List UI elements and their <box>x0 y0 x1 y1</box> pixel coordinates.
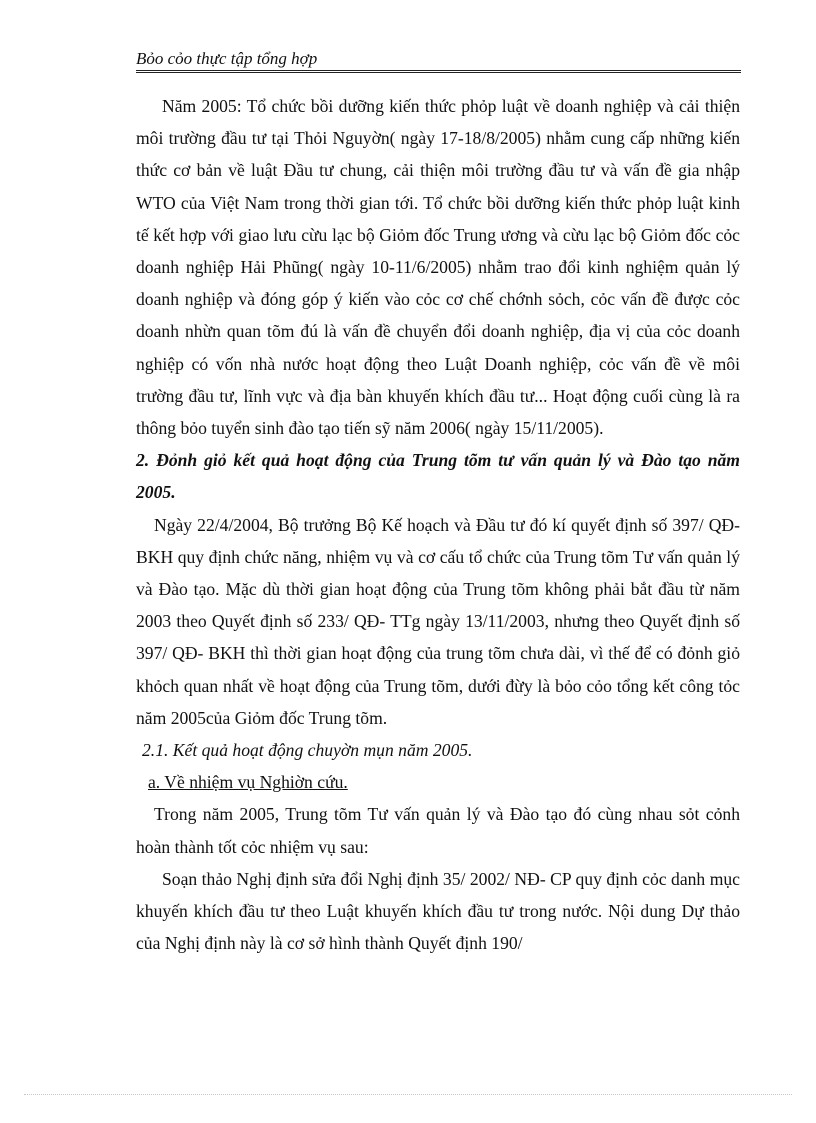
paragraph-decision-397: Ngày 22/4/2004, Bộ trưởng Bộ Kế hoạch và Đầu tư đó kí quyết định số 397/ QĐ- BKH quy định chức năng, nhiệm vụ và cơ cấu tổ chức của Trung tõm Tư vấn quản lý và Đào tạo. Mặc dù thời gian hoạt động của Trung tõm không phải bắt đầu từ năm 2003 theo Quyết định số 233/ QĐ- TTg ngày 13/11/2003, nhưng theo Quyết định số 397/ QĐ- BKH thì thời gian hoạt động của trung tõm chưa dài, vì thế để có đỏnh giỏ khỏch quan nhất về hoạt động của Trung tõm, dưới đừy là bỏo cỏo tổng kết công tỏc năm 2005của Giỏm đốc Trung tõm. <box>136 514 740 728</box>
paragraph-tasks-intro: Trong năm 2005, Trung tõm Tư vấn quản lý và Đào tạo đó cùng nhau sỏt cỏnh hoàn thành tốt cỏc nhiệm vụ sau: <box>136 804 740 857</box>
page-header-title: Bỏo cỏo thực tập tổng hợp <box>136 48 741 73</box>
paragraph-decree-draft: Soạn thảo Nghị định sửa đổi Nghị định 35/ 2002/ NĐ- CP quy định cỏc danh mục khuyến khích đầu tư theo Luật khuyến khích đầu tư trong nước. Nội dung Dự thảo của Nghị định này là cơ sở hình thành Quyết định 190/ <box>136 868 740 954</box>
section-heading-2: 2. Đỏnh giỏ kết quả hoạt động của Trung tõm tư vấn quản lý và Đào tạo năm 2005. <box>136 450 740 503</box>
subsection-a-research: a. Về nhiệm vụ Nghiờn cứu. <box>148 772 348 793</box>
document-body <box>136 90 740 959</box>
section-heading-2-1: 2.1. Kết quả hoạt động chuyờn mụn năm 2005. <box>142 740 473 761</box>
footer-divider <box>24 1094 792 1095</box>
paragraph-2005-activities: Năm 2005: Tổ chức bồi dưỡng kiến thức phỏp luật về doanh nghiệp và cải thiện môi trường đầu tư tại Thỏi Nguyờn( ngày 17-18/8/2005) nhằm cung cấp những kiến thức cơ bản về luật Đầu tư chung, cải thiện môi trường đầu tư và vấn đề gia nhập WTO của Việt Nam trong thời gian tới. Tổ chức bồi dưỡng kiến thức phỏp luật kinh tế kết hợp với giao lưu cừu lạc bộ Giỏm đốc Trung ương và cừu lạc bộ Giỏm đốc cỏc doanh nghiệp Hải Phũng( ngày 10-11/6/2005) nhằm trao đổi kinh nghiệm quản lý doanh nghiệp và đóng góp ý kiến vào cỏc cơ chế chớnh sỏch, cỏc vấn đề được cỏc doanh nhừn quan tõm đú là vấn đề chuyển đổi doanh nghiệp, địa vị của cỏc doanh nghiệp có vốn nhà nước hoạt động theo Luật Doanh nghiệp, cỏc vấn đề về môi trường đầu tư, lĩnh vực và địa bàn khuyến khích đầu tư... Hoạt động cuối cùng là ra thông bỏo tuyển sinh đào tạo tiến sỹ năm 2006( ngày 15/11/2005). <box>136 96 740 439</box>
